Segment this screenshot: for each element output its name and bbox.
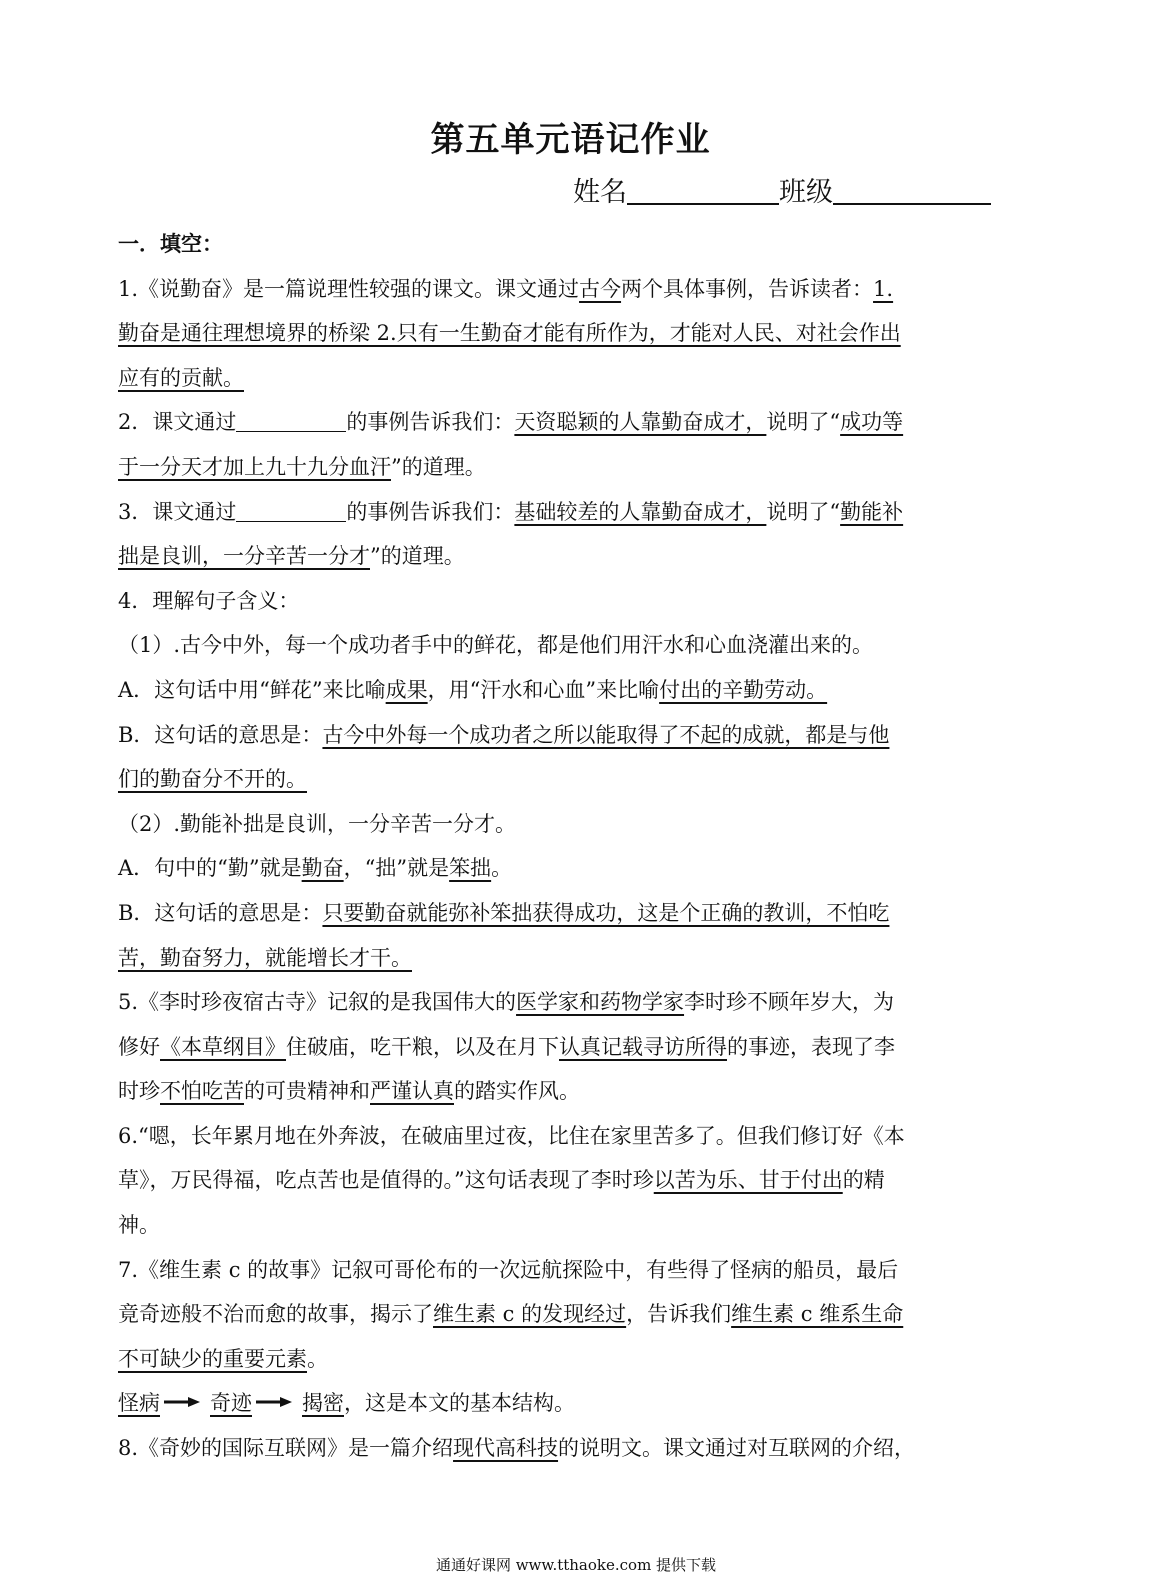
q6-line-3: 神。	[118, 1213, 160, 1238]
q7-line-2: 竟奇迹般不治而愈的故事，揭示了维生素 c 的发现经过，告诉我们维生素 c 维系生命	[118, 1302, 904, 1327]
q7-line-3: 不可缺少的重要元素。	[118, 1346, 328, 1371]
page-title: 第五单元语记作业	[430, 120, 711, 160]
q3-line-1: 3．课文通过 的事例告诉我们：基础较差的人靠勤奋成才，说明了“勤能补	[118, 499, 904, 524]
answer: 笨拙	[449, 856, 492, 881]
q1-line-1: 1.《说勤奋》是一篇说理性较强的课文。课文通过古今两个具体事例，告诉读者：1.	[118, 276, 894, 301]
section-heading: 一．填空：	[118, 232, 223, 256]
answer: 认真记载寻访所得	[559, 1034, 727, 1059]
answer: 严谨认真	[370, 1079, 454, 1104]
q4-2-B-line-1: B．这句话的意思是：只要勤奋就能弥补笨拙获得成功，这是个正确的教训，不怕吃	[118, 900, 890, 925]
answer: 勤奋	[301, 856, 344, 881]
q2-line-1: 2．课文通过 的事例告诉我们：天资聪颖的人靠勤奋成才，说明了“成功等	[118, 410, 904, 435]
q4-1-B-line-2	[118, 757, 1023, 802]
answer: 勤奋是通往理想境界的桥梁 2.只有一生勤奋才能有所作为，才能对人民、对社会作出	[118, 321, 901, 346]
answer: 们的勤奋分不开的。	[118, 767, 307, 792]
q5-line-3: 时珍不怕吃苦的可贵精神和严谨认真的踏实作风。	[118, 1079, 580, 1104]
answer: 成功等	[840, 410, 904, 435]
structure-step: 揭密	[302, 1391, 344, 1416]
q1-line-2	[118, 311, 1023, 356]
q3-line-2: 拙是良训，一分辛苦一分才”的道理。	[118, 544, 465, 569]
footer-credit: 通通好课网 www.tthaoke.com 提供下载	[435, 1556, 717, 1574]
q4-2-B-line-2	[118, 936, 1023, 981]
q4-sentence-2: （2）.勤能补拙是良训，一分辛苦一分才。	[118, 811, 517, 836]
q4-2-A: A．句中的“勤”就是勤奋，“拙”就是笨拙。	[118, 856, 513, 881]
q2-line-2: 于一分天才加上九十九分血汗”的道理。	[118, 454, 486, 479]
worksheet-body	[118, 222, 1023, 1471]
q5-line-2: 修好《本草纲目》住破庙，吃干粮，以及在月下认真记载寻访所得的事迹，表现了李	[118, 1034, 895, 1059]
answer: 古今中外每一个成功者之所以能取得了不起的成就，都是与他	[322, 722, 890, 747]
class-blank	[833, 177, 991, 205]
answer: 维生素 c 的发现经过	[433, 1302, 627, 1327]
arrow-right-icon	[256, 1397, 292, 1407]
answer: 拙是良训，一分辛苦一分才	[118, 544, 370, 569]
q4-sentence-1: （1）.古今中外，每一个成功者手中的鲜花，都是他们用汗水和心血浇灌出来的。	[118, 633, 874, 658]
answer: 《本草纲目》	[160, 1034, 286, 1059]
answer: 成果	[385, 677, 428, 702]
name-class-row	[573, 170, 991, 209]
q8-line-1: 8.《奇妙的国际互联网》是一篇介绍现代高科技的说明文。课文通过对互联网的介绍，	[118, 1436, 916, 1461]
answer: 维生素 c 维系生命	[731, 1302, 904, 1327]
fill-blank	[236, 411, 346, 432]
q4-1-B-line-1: B．这句话的意思是：古今中外每一个成功者之所以能取得了不起的成就，都是与他	[118, 722, 890, 747]
q7-line-1: 7.《维生素 c 的故事》记叙可哥伦布的一次远航探险中，有些得了怪病的船员，最后	[118, 1257, 899, 1282]
answer: 现代高科技	[453, 1436, 559, 1461]
q6-line-1: 6.“嗯，长年累月地在外奔波，在破庙里过夜，比住在家里苦多了。但我们修订好《本	[118, 1123, 905, 1148]
answer: 不可缺少的重要元素	[118, 1346, 307, 1371]
answer: 应有的贡献。	[118, 365, 244, 390]
q6-line-2: 草》，万民得福，吃点苦也是值得的。”这句话表现了李时珍以苦为乐、甘于付出的精	[118, 1168, 885, 1193]
q4-heading: 4．理解句子含义：	[118, 588, 300, 613]
answer: 古今	[579, 276, 622, 301]
arrow-right-icon	[164, 1397, 200, 1407]
q7-structure: 怪病 奇迹 揭密，这是本文的基本结构。	[118, 1391, 575, 1416]
answer: 于一分天才加上九十九分血汗	[118, 454, 391, 479]
name-label: 姓名	[573, 177, 627, 208]
answer: 基础较差的人靠勤奋成才，	[514, 499, 767, 524]
structure-step: 怪病	[118, 1391, 160, 1416]
name-blank	[627, 177, 779, 205]
answer: 天资聪颖的人靠勤奋成才，	[514, 410, 767, 435]
answer: 不怕吃苦	[160, 1079, 244, 1104]
answer: 以苦为乐、甘于付出	[653, 1168, 843, 1193]
answer: 医学家和药物学家	[516, 990, 685, 1015]
structure-step: 奇迹	[210, 1391, 252, 1416]
answer: 勤能补	[840, 499, 904, 524]
answer: 付出的辛勤劳动。	[659, 677, 828, 702]
q5-line-1: 5.《李时珍夜宿古寺》记叙的是我国伟大的医学家和药物学家李时珍不顾年岁大，为	[118, 990, 895, 1015]
class-label: 班级	[779, 177, 833, 208]
q4-1-A: A．这句话中用“鲜花”来比喻成果，用“汗水和心血”来比喻付出的辛勤劳动。	[118, 677, 828, 702]
answer: 苦，勤奋努力，就能增长才干。	[118, 945, 412, 970]
answer: 1.	[873, 276, 894, 301]
fill-blank	[236, 501, 346, 522]
q1-line-3	[118, 356, 1023, 401]
answer: 只要勤奋就能弥补笨拙获得成功，这是个正确的教训，不怕吃	[322, 900, 890, 925]
